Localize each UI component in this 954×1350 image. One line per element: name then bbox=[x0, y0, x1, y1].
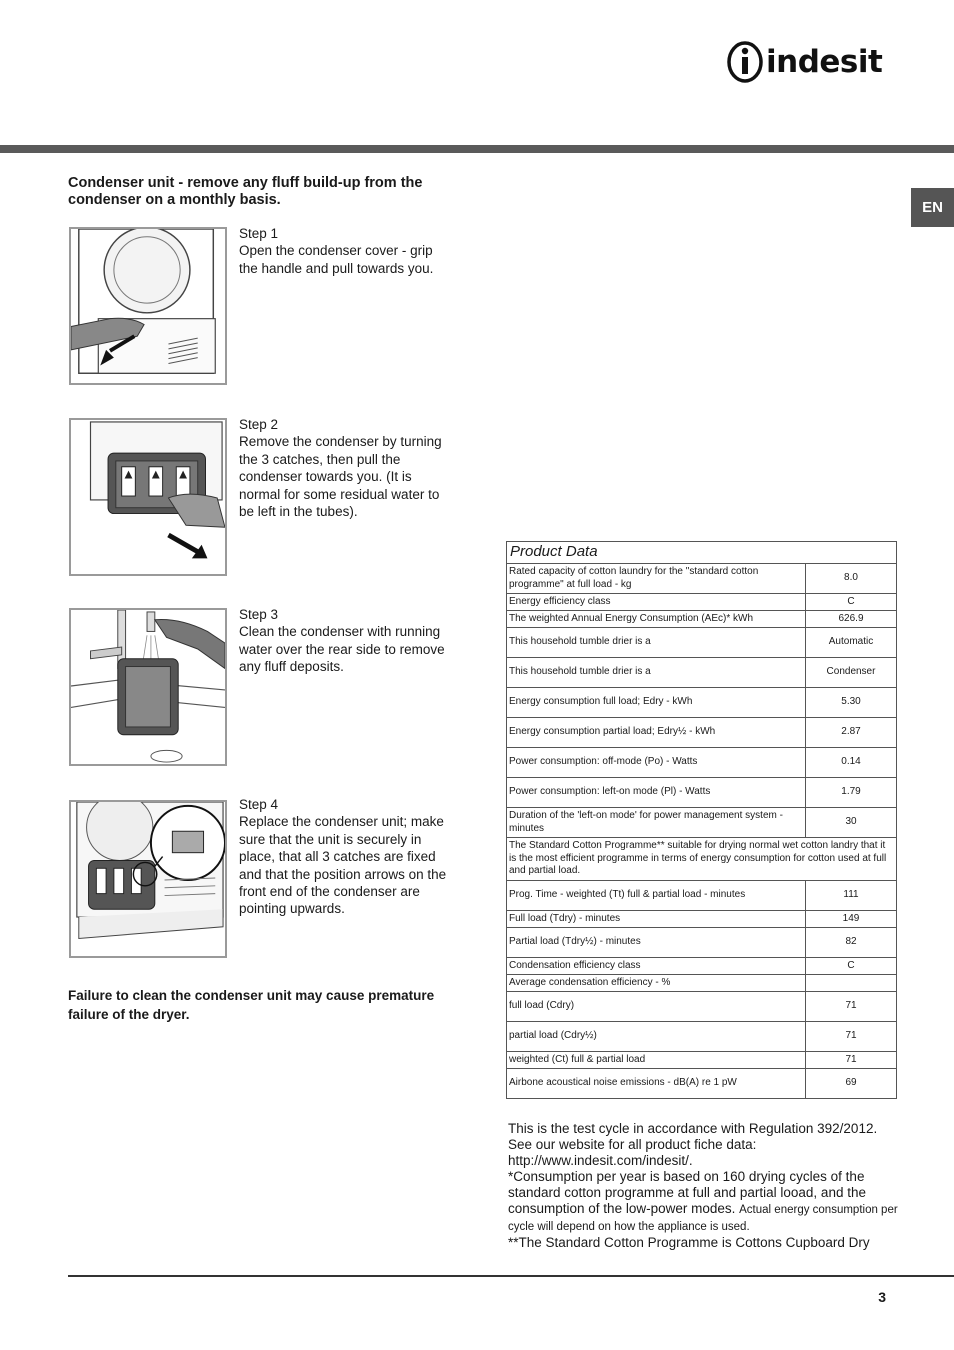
table-row: Energy consumption full load; Edry - kWh 5.30 bbox=[507, 688, 897, 718]
table-row: This household tumble drier is a Automatic bbox=[507, 628, 897, 658]
table-row: partial load (Cdry½) 71 bbox=[507, 1022, 897, 1052]
table-row: This household tumble drier is a Condenser bbox=[507, 658, 897, 688]
product-data-table bbox=[506, 541, 897, 1099]
table-row: Rated capacity of cotton laundry for the "standard cotton programme" at full load - kg 8.0 bbox=[507, 564, 897, 594]
step-4 bbox=[239, 796, 454, 918]
page-number: 3 bbox=[878, 1289, 886, 1305]
footnote-url[interactable]: http://www.indesit.com/indesit/. bbox=[508, 1153, 693, 1168]
table-row: Average condensation efficiency - % bbox=[507, 975, 897, 992]
step-1-text: Open the condenser cover - grip the handle and pull towards you. bbox=[239, 243, 434, 276]
rinse-condenser-illustration bbox=[71, 610, 225, 764]
footnote-website: See our website for all product fiche data: bbox=[508, 1137, 757, 1152]
table-row: The weighted Annual Energy Consumption (AEc)* kWh 626.9 bbox=[507, 611, 897, 628]
warning-text: Failure to clean the condenser unit may cause premature failure of the dryer. bbox=[68, 988, 435, 1022]
indesit-logo-icon bbox=[726, 40, 766, 84]
footnotes bbox=[508, 1121, 898, 1251]
step-1 bbox=[239, 225, 454, 277]
header-bar bbox=[0, 145, 954, 153]
step-2-text: Remove the condenser by turning the 3 catches, then pull the condenser towards you. (It is normal for some residual water to be left in the tubes). bbox=[239, 434, 442, 520]
table-row: full load (Cdry) 71 bbox=[507, 992, 897, 1022]
table-row: Airbone acoustical noise emissions - dB(A) re 1 pW 69 bbox=[507, 1069, 897, 1099]
step-1-illustration bbox=[69, 227, 227, 385]
footnote-programme: **The Standard Cotton Programme is Cottons Cupboard Dry bbox=[508, 1235, 870, 1250]
table-row: Energy efficiency class C bbox=[507, 594, 897, 611]
language-tab[interactable]: EN bbox=[911, 188, 954, 227]
table-row: Energy consumption partial load; Edry½ - kWh 2.87 bbox=[507, 718, 897, 748]
table-row: Prog. Time - weighted (Tt) full & partial load - minutes 111 bbox=[507, 881, 897, 911]
section-heading: Condenser unit - remove any fluff build-up from the condenser on a monthly basis. bbox=[68, 175, 423, 208]
table-row: Condensation efficiency class C bbox=[507, 958, 897, 975]
replace-condenser-illustration bbox=[71, 802, 225, 956]
step-4-label: Step 4 bbox=[239, 797, 279, 812]
step-2-illustration bbox=[69, 418, 227, 576]
remove-condenser-illustration bbox=[71, 420, 225, 574]
table-row: Full load (Tdry) - minutes 149 bbox=[507, 911, 897, 928]
step-2 bbox=[239, 416, 454, 520]
step-3 bbox=[239, 606, 454, 676]
step-3-illustration bbox=[69, 608, 227, 766]
step-3-text: Clean the condenser with running water over the rear side to remove any fluff deposits. bbox=[239, 624, 445, 675]
step-3-label: Step 3 bbox=[239, 607, 279, 622]
footnote-consumption-main: *Consumption per year is based on 160 drying cycles of the standard cotton programme at full and partial looad, and the consumption of the low-power modes. bbox=[508, 1169, 866, 1216]
footnote-regulation: This is the test cycle in accordance with Regulation 392/2012. bbox=[508, 1121, 878, 1136]
brand-name: indesit bbox=[766, 44, 883, 80]
footnote-consumption-small: Actual energy consumption per cycle will depend on how the appliance is used. bbox=[508, 1204, 898, 1233]
table-row: weighted (Ct) full & partial load 71 bbox=[507, 1052, 897, 1069]
table-row: Power consumption: off-mode (Po) - Watts 0.14 bbox=[507, 748, 897, 778]
table-row: Partial load (Tdry½) - minutes 82 bbox=[507, 928, 897, 958]
step-4-text: Replace the condenser unit; make sure that the unit is securely in place, that all 3 catches are fixed and that the position arrows on the front end of the condenser are pointing upwards. bbox=[239, 814, 447, 917]
step-1-label: Step 1 bbox=[239, 226, 279, 241]
footer-rule bbox=[68, 1275, 954, 1277]
product-data-title: Product Data bbox=[507, 542, 897, 564]
table-row: The Standard Cotton Programme** suitable for drying normal wet cotton landry that it is the most efficient programme in terms of energy consumption for cotton used at full and partial load. bbox=[507, 838, 897, 881]
footnote-consumption bbox=[508, 1169, 898, 1235]
table-row: Power consumption: left-on mode (Pl) - Watts 1.79 bbox=[507, 778, 897, 808]
step-4-illustration bbox=[69, 800, 227, 958]
table-row: Duration of the 'left-on mode' for power management system - minutes 30 bbox=[507, 808, 897, 838]
open-cover-illustration bbox=[71, 229, 225, 383]
step-2-label: Step 2 bbox=[239, 417, 279, 432]
